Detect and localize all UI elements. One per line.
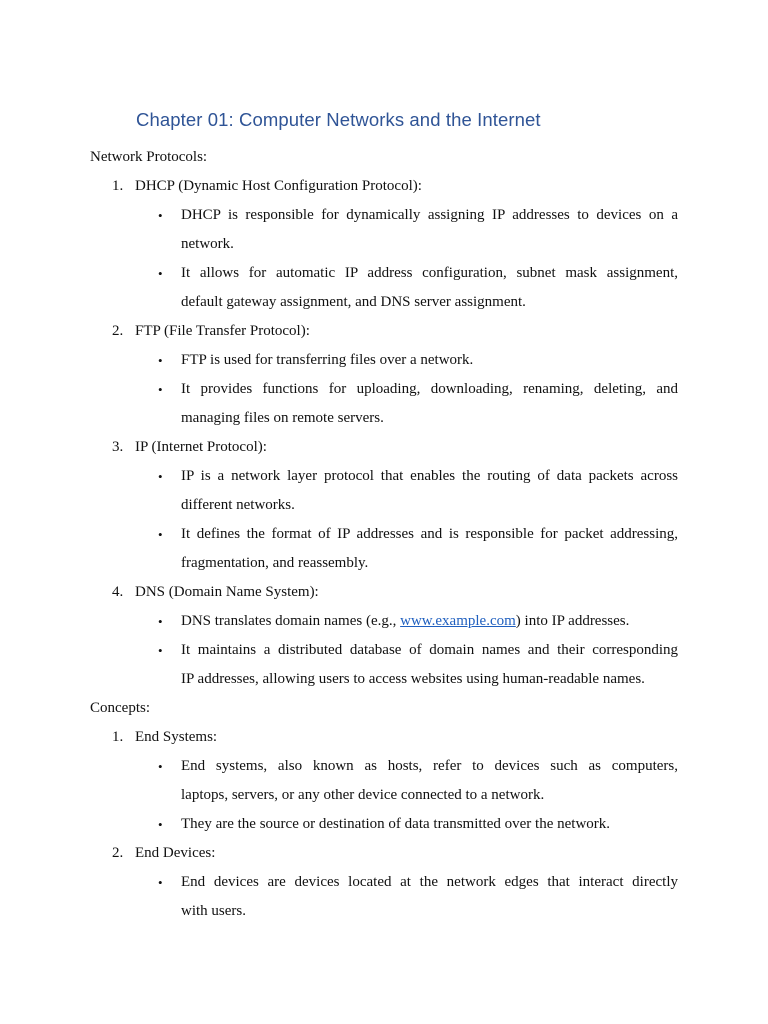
bullet-line-with-link <box>181 611 678 631</box>
bullet-line: It defines the format of IP addresses and is responsible for packet addressing, <box>181 526 678 542</box>
bullet-line: FTP is used for transferring files over a network. <box>181 352 474 368</box>
bullet-icon: • <box>158 614 163 629</box>
bullet-line: IP addresses, allowing users to access websites using human-readable names. <box>181 671 645 687</box>
bullet-line: It provides functions for uploading, downloading, renaming, deleting, and <box>181 381 678 397</box>
bullet-icon: • <box>158 817 163 832</box>
list-number: 1. <box>112 729 124 745</box>
section-heading-protocols: Network Protocols: <box>90 149 208 165</box>
list-number: 1. <box>112 178 124 194</box>
bullet-line: It maintains a distributed database of domain names and their corresponding <box>181 642 678 658</box>
list-number: 4. <box>112 584 124 600</box>
bullet-line: End devices are devices located at the network edges that interact directly <box>181 874 678 890</box>
protocol-label-dhcp: DHCP (Dynamic Host Configuration Protocol): <box>135 178 422 194</box>
bullet-icon: • <box>158 527 163 542</box>
bullet-text-post: ) into IP addresses. <box>515 613 630 629</box>
bullet-icon: • <box>158 208 163 223</box>
protocol-label-ftp: FTP (File Transfer Protocol): <box>135 323 310 339</box>
bullet-line: They are the source or destination of data transmitted over the network. <box>181 816 611 832</box>
list-number: 3. <box>112 439 124 455</box>
bullet-text-pre: DNS translates domain names (e.g., <box>181 613 401 629</box>
bullet-line: It allows for automatic IP address configuration, subnet mask assignment, <box>181 265 678 281</box>
protocol-label-dns: DNS (Domain Name System): <box>135 584 319 600</box>
bullet-line: managing files on remote servers. <box>181 410 384 426</box>
section-heading-concepts: Concepts: <box>90 700 150 716</box>
list-number: 2. <box>112 845 124 861</box>
concept-label-end-devices: End Devices: <box>135 845 216 861</box>
bullet-line: with users. <box>181 903 246 919</box>
bullet-icon: • <box>158 875 163 890</box>
concept-label-end-systems: End Systems: <box>135 729 218 745</box>
bullet-line: IP is a network layer protocol that enables the routing of data packets across <box>181 468 678 484</box>
protocol-label-ip: IP (Internet Protocol): <box>135 439 267 455</box>
bullet-icon: • <box>158 353 163 368</box>
bullet-line: network. <box>181 236 234 252</box>
bullet-icon: • <box>158 643 163 658</box>
bullet-line: default gateway assignment, and DNS server assignment. <box>181 294 526 310</box>
bullet-line: laptops, servers, or any other device connected to a network. <box>181 787 545 803</box>
bullet-icon: • <box>158 266 163 281</box>
bullet-line: DHCP is responsible for dynamically assigning IP addresses to devices on a <box>181 207 678 223</box>
bullet-line: different networks. <box>181 497 295 513</box>
bullet-icon: • <box>158 759 163 774</box>
chapter-title: Chapter 01: Computer Networks and the Internet <box>136 109 541 130</box>
bullet-icon: • <box>158 469 163 484</box>
bullet-icon: • <box>158 382 163 397</box>
bullet-line: fragmentation, and reassembly. <box>181 555 369 571</box>
bullet-line: End systems, also known as hosts, refer to devices such as computers, <box>181 758 678 774</box>
list-number: 2. <box>112 323 124 339</box>
example-url-link[interactable]: www.example.com <box>400 613 516 629</box>
